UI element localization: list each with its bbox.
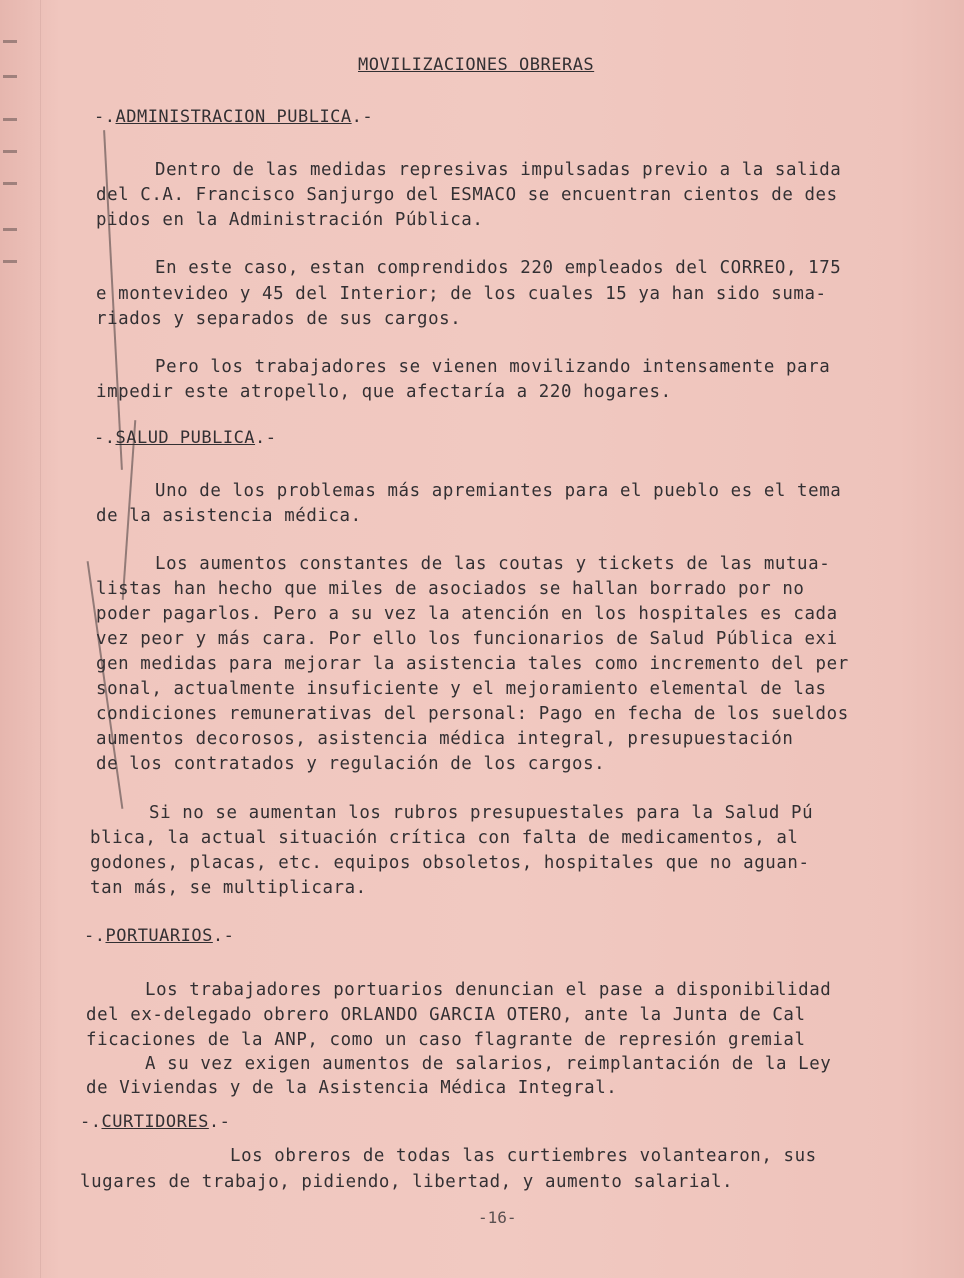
binding-mark — [3, 150, 17, 153]
text-line: Si no se aumentan los rubros presupuestales para la Salud Pú — [149, 803, 814, 823]
binding-mark — [3, 182, 17, 185]
binding-mark — [3, 228, 17, 231]
binding-mark — [3, 75, 17, 78]
section-heading-curtidores: -.CURTIDORES.- — [80, 1112, 231, 1132]
text-line: sonal, actualmente insuficiente y el mejoramiento elemental de las — [96, 679, 827, 699]
section-heading-portuarios: -.PORTUARIOS.- — [84, 926, 235, 946]
text-line: poder pagarlos. Pero a su vez la atención en los hospitales es cada — [96, 604, 838, 624]
text-line: aumentos decorosos, asistencia médica integral, presupuestación — [96, 729, 794, 749]
text-line: blica, la actual situación crítica con falta de medicamentos, al — [90, 828, 799, 848]
section-heading-administracion: -.ADMINISTRACION PUBLICA.- — [94, 107, 374, 127]
page-number: -16- — [478, 1208, 517, 1227]
section-heading-salud: -.SALUD PUBLICA.- — [94, 428, 277, 448]
page-title: MOVILIZACIONES OBRERAS — [358, 55, 595, 75]
text-line: vez peor y más cara. Por ello los funcionarios de Salud Pública exi — [96, 629, 838, 649]
text-line: de la asistencia médica. — [96, 506, 362, 526]
text-line: condiciones remunerativas del personal: Pago en fecha de los sueldos — [96, 704, 849, 724]
binding-mark — [3, 40, 17, 43]
text-line: Los obreros de todas las curtiembres volantearon, sus — [230, 1146, 817, 1166]
text-line: En este caso, estan comprendidos 220 empleados del CORREO, 175 — [155, 258, 842, 278]
binding-mark — [3, 260, 17, 263]
text-line: lugares de trabajo, pidiendo, libertad, y aumento salarial. — [80, 1172, 734, 1192]
text-line: de los contratados y regulación de los cargos. — [96, 754, 606, 774]
text-line: Uno de los problemas más apremiantes para el pueblo es el tema — [155, 481, 842, 501]
text-line: tan más, se multiplicara. — [90, 878, 367, 898]
text-line: de Viviendas y de la Asistencia Médica Integral. — [86, 1078, 618, 1098]
text-line: Pero los trabajadores se vienen movilizando intensamente para — [155, 357, 831, 377]
text-line: godones, placas, etc. equipos obsoletos, hospitales que no aguan- — [90, 853, 810, 873]
text-line: ficaciones de la ANP, como un caso flagrante de represión gremial — [86, 1030, 806, 1050]
text-line: del ex-delegado obrero ORLANDO GARCIA OTERO, ante la Junta de Cal — [86, 1005, 806, 1025]
text-line: A su vez exigen aumentos de salarios, reimplantación de la Ley — [145, 1054, 832, 1074]
text-line: Dentro de las medidas represivas impulsadas previo a la salida — [155, 160, 842, 180]
text-line: e montevideo y 45 del Interior; de los cuales 15 ya han sido suma- — [96, 284, 827, 304]
text-line: pidos en la Administración Pública. — [96, 210, 484, 230]
text-line: gen medidas para mejorar la asistencia tales como incremento del per — [96, 654, 849, 674]
text-line: del C.A. Francisco Sanjurgo del ESMACO se encuentran cientos de des — [96, 185, 838, 205]
text-line: Los trabajadores portuarios denuncian el pase a disponibilidad — [145, 980, 832, 1000]
binding-margin — [0, 0, 41, 1278]
text-line: listas han hecho que miles de asociados se hallan borrado por no — [96, 579, 805, 599]
binding-mark — [3, 118, 17, 121]
text-line: Los aumentos constantes de las coutas y tickets de las mutua- — [155, 554, 831, 574]
text-line: riados y separados de sus cargos. — [96, 309, 462, 329]
text-line: impedir este atropello, que afectaría a 220 hogares. — [96, 382, 672, 402]
